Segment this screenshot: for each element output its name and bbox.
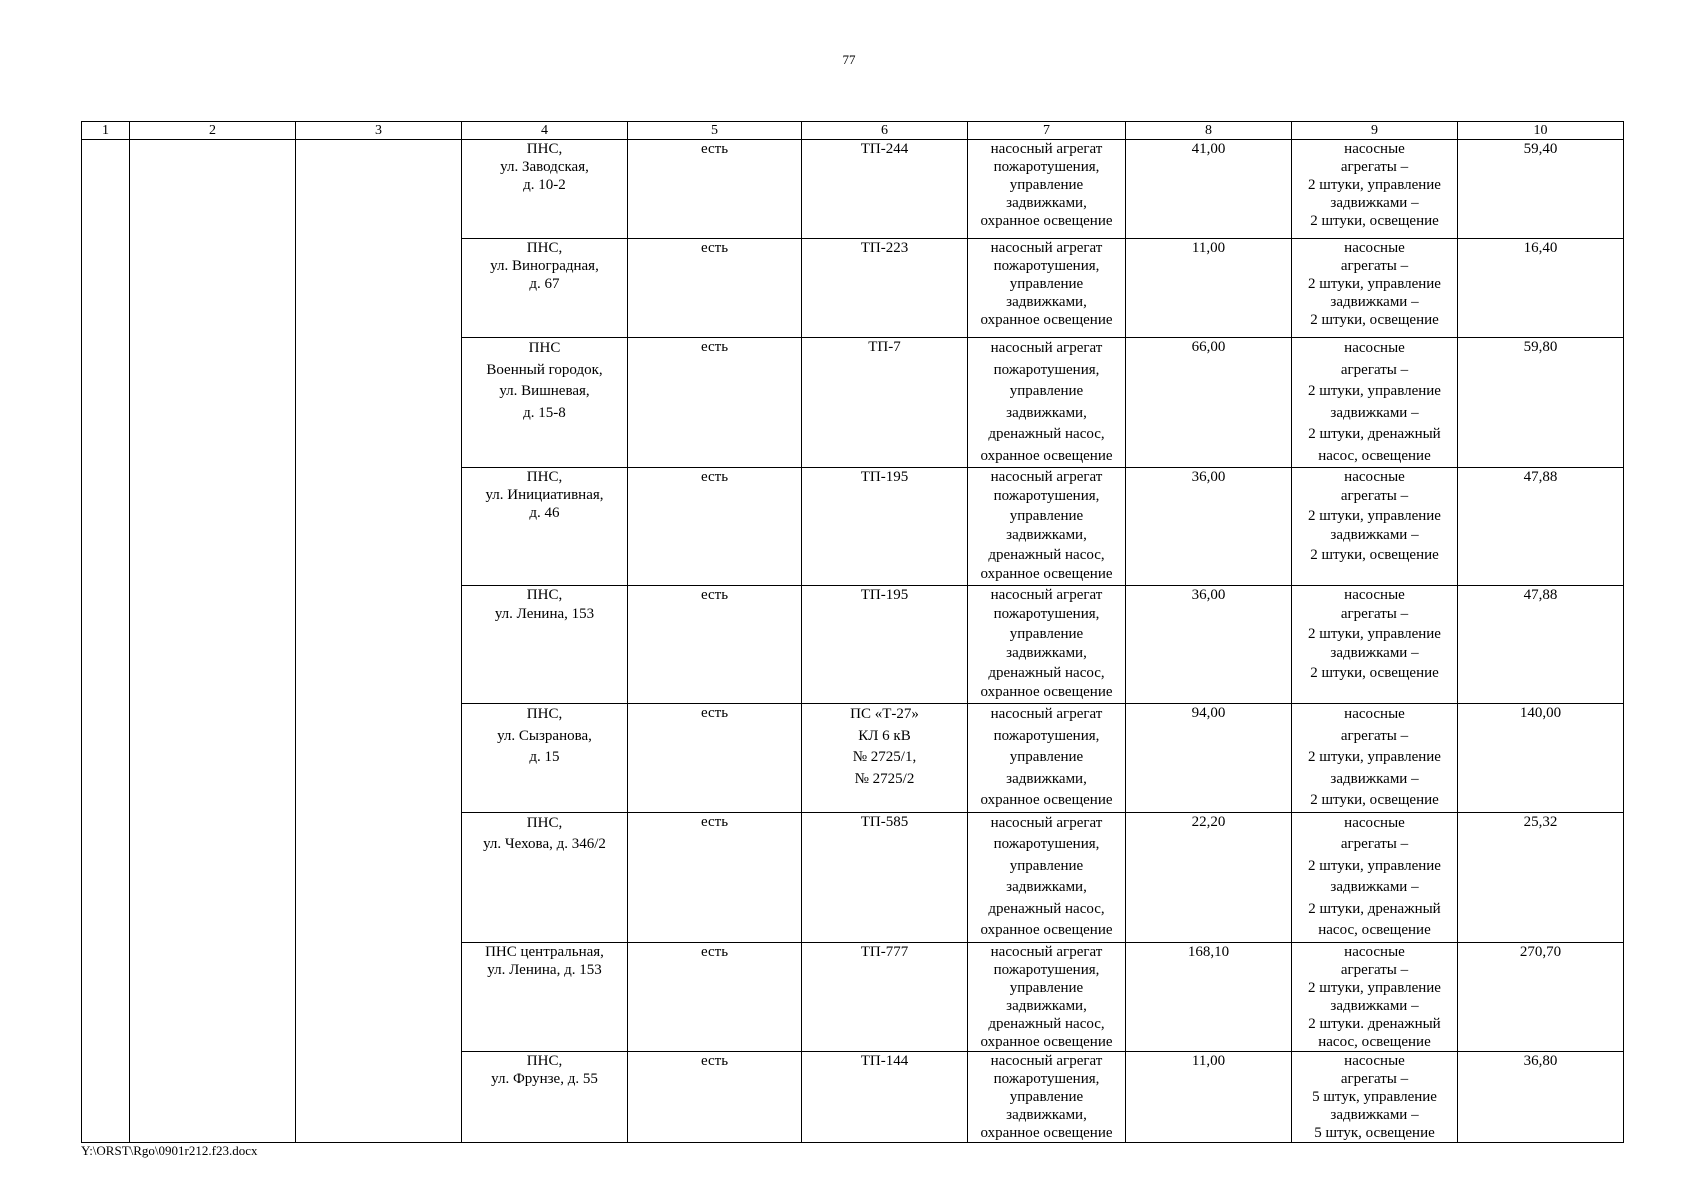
power-value: 66,00 <box>1191 339 1226 355</box>
load-value: 25,32 <box>1523 813 1558 830</box>
power-source: ТП-223 <box>860 240 909 256</box>
station-name-cell <box>462 812 628 942</box>
power-source-cell <box>802 704 968 813</box>
power-value: 36,00 <box>1191 469 1226 485</box>
availability-cell <box>628 704 802 813</box>
station-name: ПНС, ул. Сызранова, д. 15 <box>497 706 592 765</box>
equipment-count-cell <box>1292 468 1458 586</box>
equipment-cell <box>968 942 1126 1051</box>
power-value: 41,00 <box>1191 141 1226 157</box>
station-name-cell <box>462 586 628 704</box>
station-name: ПНС, ул. Фрунзе, д. 55 <box>491 1052 598 1087</box>
power-source-cell <box>802 338 968 468</box>
equipment-count-cell <box>1292 942 1458 1051</box>
equipment-cell <box>968 704 1126 813</box>
station-name: ПНС центральная, ул. Ленина, д. 153 <box>485 943 604 978</box>
equipment: насосный агрегат пожаротушения, управление задвижками, дренажный насос, охранное освещение <box>980 943 1113 1050</box>
availability-cell <box>628 140 802 239</box>
table-row <box>82 140 1624 239</box>
page-number: 77 <box>842 52 856 67</box>
load-value: 59,40 <box>1523 141 1558 157</box>
power-source-cell <box>802 586 968 704</box>
column-number: 3 <box>296 122 462 140</box>
power-value: 36,00 <box>1191 587 1226 603</box>
power-source-cell <box>802 1051 968 1142</box>
equipment: насосный агрегат пожаротушения, управление задвижками, охранное освещение <box>980 240 1113 328</box>
equipment-count: насосные агрегаты – 2 штуки, управление задвижками – 2 штуки, освещение <box>1308 587 1441 681</box>
station-name: ПНС, ул. Чехова, д. 346/2 <box>483 814 606 852</box>
power-source: ПС «Т-27» КЛ 6 кВ № 2725/1, № 2725/2 <box>850 706 919 787</box>
station-name-cell <box>462 942 628 1051</box>
availability: есть <box>700 469 729 485</box>
station-name-cell <box>462 704 628 813</box>
power-source-cell <box>802 812 968 942</box>
equipment-cell <box>968 239 1126 338</box>
equipment: насосный агрегат пожаротушения, управление задвижками, охранное освещение <box>980 706 1113 808</box>
file-path: Y:\ORST\Rgo\0901r212.f23.docx <box>81 1143 258 1158</box>
station-name: ПНС, ул. Виноградная, д. 67 <box>490 240 599 292</box>
power-source-cell <box>802 468 968 586</box>
load-value: 47,88 <box>1523 469 1558 485</box>
load-value: 47,88 <box>1523 587 1558 603</box>
empty-cell <box>82 140 130 1143</box>
availability: есть <box>700 141 729 157</box>
equipment-count: насосные агрегаты – 2 штуки, управление задвижками – 2 штуки, дренажный насос, освещение <box>1308 340 1441 464</box>
equipment: насосный агрегат пожаротушения, управление задвижками, дренажный насос, охранное освещение <box>980 340 1113 464</box>
equipment-count: насосные агрегаты – 2 штуки, управление задвижками – 2 штуки, освещение <box>1308 469 1441 563</box>
power-source: ТП-777 <box>860 943 909 960</box>
power-value: 11,00 <box>1191 1052 1226 1069</box>
equipment-cell <box>968 468 1126 586</box>
load-value-cell <box>1458 704 1624 813</box>
power-value-cell <box>1126 704 1292 813</box>
availability: есть <box>700 943 729 960</box>
equipment: насосный агрегат пожаротушения, управление задвижками, охранное освещение <box>980 1052 1113 1141</box>
column-number-row <box>82 122 1624 140</box>
station-name: ПНС, ул. Заводская, д. 10-2 <box>500 141 589 193</box>
equipment-count-cell <box>1292 239 1458 338</box>
equipment-cell <box>968 586 1126 704</box>
power-value: 22,20 <box>1191 813 1226 830</box>
load-value-cell <box>1458 942 1624 1051</box>
empty-cell <box>130 140 296 1143</box>
equipment-count-cell <box>1292 1051 1458 1142</box>
equipment: насосный агрегат пожаротушения, управление задвижками, охранное освещение <box>980 141 1113 229</box>
equipment: насосный агрегат пожаротушения, управление задвижками, дренажный насос, охранное освещение <box>980 814 1113 938</box>
column-number: 9 <box>1292 122 1458 140</box>
column-number: 5 <box>628 122 802 140</box>
load-value: 16,40 <box>1523 240 1558 256</box>
availability-cell <box>628 239 802 338</box>
empty-cell <box>296 140 462 1143</box>
availability-cell <box>628 468 802 586</box>
load-value: 36,80 <box>1523 1052 1558 1069</box>
column-number: 7 <box>968 122 1126 140</box>
load-value: 140,00 <box>1519 705 1562 721</box>
power-value-cell <box>1126 140 1292 239</box>
column-number: 6 <box>802 122 968 140</box>
column-number: 8 <box>1126 122 1292 140</box>
power-source-cell <box>802 942 968 1051</box>
column-number: 4 <box>462 122 628 140</box>
column-number: 1 <box>82 122 130 140</box>
power-value-cell <box>1126 942 1292 1051</box>
equipment-count: насосные агрегаты – 2 штуки, управление задвижками – 2 штуки. дренажный насос, освещение <box>1308 943 1441 1050</box>
equipment-count: насосные агрегаты – 2 штуки, управление задвижками – 2 штуки, освещение <box>1308 706 1441 808</box>
availability-cell <box>628 1051 802 1142</box>
availability-cell <box>628 942 802 1051</box>
column-number: 10 <box>1458 122 1624 140</box>
station-name-cell <box>462 468 628 586</box>
availability: есть <box>700 240 729 256</box>
availability: есть <box>700 587 729 603</box>
equipment-cell <box>968 1051 1126 1142</box>
load-value-cell <box>1458 338 1624 468</box>
station-name-cell <box>462 239 628 338</box>
equipment-cell <box>968 140 1126 239</box>
equipment-count: насосные агрегаты – 2 штуки, управление задвижками – 2 штуки, дренажный насос, освещение <box>1308 814 1441 938</box>
infrastructure-table <box>81 121 1624 1143</box>
power-source: ТП-244 <box>860 141 909 157</box>
load-value-cell <box>1458 586 1624 704</box>
power-value-cell <box>1126 338 1292 468</box>
power-source-cell <box>802 140 968 239</box>
column-number: 2 <box>130 122 296 140</box>
availability-cell <box>628 812 802 942</box>
availability: есть <box>700 813 729 830</box>
station-name: ПНС Военный городок, ул. Вишневая, д. 15-8 <box>486 340 603 421</box>
load-value-cell <box>1458 812 1624 942</box>
power-value: 168,10 <box>1187 943 1230 960</box>
power-value-cell <box>1126 468 1292 586</box>
availability-cell <box>628 338 802 468</box>
station-name-cell <box>462 338 628 468</box>
station-name: ПНС, ул. Инициативная, д. 46 <box>485 469 604 521</box>
load-value-cell <box>1458 239 1624 338</box>
power-source: ТП-7 <box>868 339 901 355</box>
availability-cell <box>628 586 802 704</box>
equipment-count-cell <box>1292 812 1458 942</box>
power-source: ТП-195 <box>860 587 909 603</box>
load-value-cell <box>1458 1051 1624 1142</box>
equipment-count-cell <box>1292 338 1458 468</box>
equipment-count: насосные агрегаты – 5 штук, управление задвижками – 5 штук, освещение <box>1312 1052 1437 1141</box>
equipment-cell <box>968 338 1126 468</box>
equipment-cell <box>968 812 1126 942</box>
equipment-count: насосные агрегаты – 2 штуки, управление задвижками – 2 штуки, освещение <box>1308 240 1441 328</box>
power-source-cell <box>802 239 968 338</box>
station-name-cell <box>462 1051 628 1142</box>
power-value-cell <box>1126 239 1292 338</box>
equipment: насосный агрегат пожаротушения, управление задвижками, дренажный насос, охранное освещение <box>980 587 1113 701</box>
load-value: 270,70 <box>1519 943 1562 960</box>
station-name: ПНС, ул. Ленина, 153 <box>494 587 595 623</box>
equipment-count-cell <box>1292 140 1458 239</box>
equipment-count-cell <box>1292 704 1458 813</box>
power-value: 94,00 <box>1191 705 1226 721</box>
power-value: 11,00 <box>1191 240 1226 256</box>
power-value-cell <box>1126 586 1292 704</box>
load-value-cell <box>1458 140 1624 239</box>
availability: есть <box>700 1052 729 1069</box>
power-value-cell <box>1126 1051 1292 1142</box>
availability: есть <box>700 705 729 721</box>
power-value-cell <box>1126 812 1292 942</box>
equipment-count: насосные агрегаты – 2 штуки, управление задвижками – 2 штуки, освещение <box>1308 141 1441 229</box>
equipment: насосный агрегат пожаротушения, управление задвижками, дренажный насос, охранное освещение <box>980 469 1113 583</box>
load-value-cell <box>1458 468 1624 586</box>
station-name-cell <box>462 140 628 239</box>
power-source: ТП-144 <box>860 1052 909 1069</box>
equipment-count-cell <box>1292 586 1458 704</box>
load-value: 59,80 <box>1523 339 1558 355</box>
power-source: ТП-585 <box>860 813 909 830</box>
availability: есть <box>700 339 729 355</box>
power-source: ТП-195 <box>860 469 909 485</box>
